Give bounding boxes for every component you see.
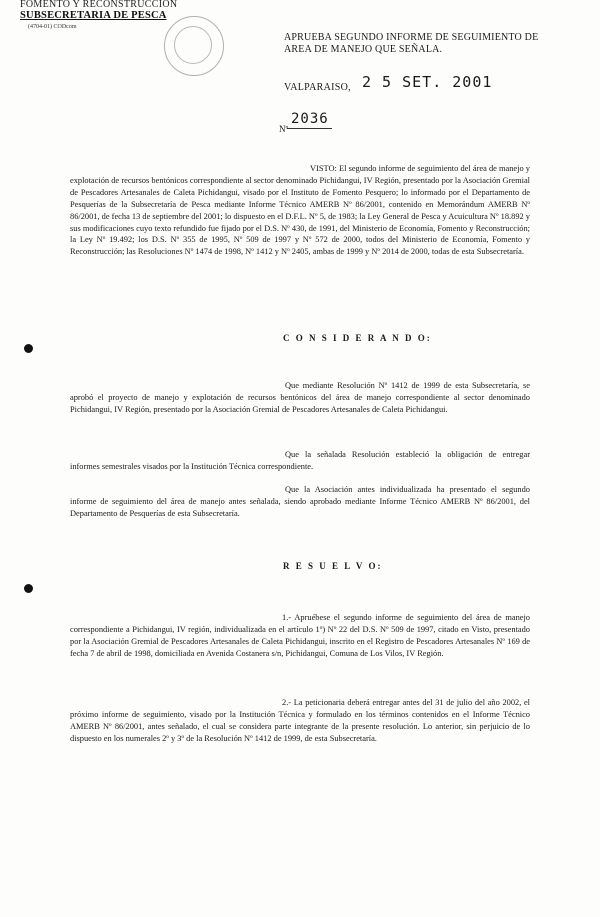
visto-paragraph: VISTO: El segundo informe de seguimiento del área de manejo y explotación de recursos bentónicos correspondiente al sector denominado Pichidangui, IV Región, presentado por la Asociación Gremial de Pescadores Artesanales de Caleta Pichidangui, visado por el Instituto de Fomento Pesquero; lo informado por el Departamento de Pesquerías de la Subsecretaría de Pesca mediante Informe Técnico AMERB Nº 86/2001, contenido en Memorándum AMERB Nº 86/2001, de fecha 13 de septiembre del 2001; lo dispuesto en el D.F.L. Nº 5, de 1983; la Ley General de Pesca y Acuicultura Nº 18.892 y sus modificaciones cuyo texto refundido fue fijado por el D.S. Nº 430, de 1991, del Ministerio de Economía, Fomento y Reconstrucción; la Ley Nº 19.492; los D.S. Nº 355 de 1995, Nº 509 de 1997 y Nº 572 de 2000, todos del Ministerio de Economía, Fomento y Reconstrucción; las Resoluciones Nº 1474 de 1998, Nº 1412 y Nº 2405, ambas de 1999 y Nº 2014 de 2000, todas de esta Subsecretaría. — [70, 164, 530, 257]
resolution-number: 2036 — [291, 111, 329, 127]
resuelvo-item-1: 1.- Apruébese el segundo informe de seguimiento del área de manejo correspondiente a Pichidangui, IV región, individualizada en el artículo 1º) Nº 22 del D.S. Nº 509 de 1997, citado en Visto, presentado por la Asociación Gremial de Pescadores Artesanales de Caleta Pichidangui, inscrito en el Registro de Pescadores Artesanales Nº 169 de fecha 7 de abril de 1998, domiciliada en Avenida Costanera s/n, Pichidangui, Comuna de Los Vilos, IV Región. — [70, 613, 530, 658]
considerando-heading: C O N S I D E R A N D O: — [283, 333, 432, 343]
official-seal-stamp — [164, 16, 224, 76]
punch-hole-top — [24, 344, 33, 353]
considerando-item-3: Que la Asociación antes individualizada ha presentado el segundo informe de seguimiento del área de manejo antes señalada, siendo aprobado mediante Informe Técnico AMERB Nº 86/2001, del Departamento de Pesquerías de esta Subsecretaría. — [70, 485, 530, 518]
punch-hole-middle — [24, 584, 33, 593]
considerando-item-1: Que mediante Resolución Nº 1412 de 1999 de esta Subsecretaría, se aprobó el proyecto de manejo y explotación de recursos bentónicos del área de manejo correspondiente al sector denominado Pichidangui, IV Región, presentado por la Asociación Gremial de Pescadores Artesanales de Caleta Pichidangui. — [70, 381, 530, 414]
resuelvo-heading: R E S U E L V O: — [283, 561, 383, 571]
date-stamp: 2 5 SET. 2001 — [362, 73, 493, 91]
subsecretaria-heading: SUBSECRETARIA DE PESCA — [20, 10, 167, 21]
document-code: (4704-01) CODcom — [28, 24, 77, 30]
considerando-item-2: Que la señalada Resolución estableció la obligación de entregar informes semestrales visados por la Institución Técnica correspondiente. — [70, 450, 530, 471]
ministry-heading: FOMENTO Y RECONSTRUCCION — [20, 0, 178, 10]
number-underline — [287, 128, 332, 129]
city-label: VALPARAISO, — [284, 82, 351, 93]
number-label: Nº — [279, 124, 289, 134]
resolution-reference: APRUEBA SEGUNDO INFORME DE SEGUIMIENTO DE AREA DE MANEJO QUE SEÑALA. — [284, 32, 539, 55]
resuelvo-item-2: 2.- La peticionaria deberá entregar antes del 31 de julio del año 2002, el próximo informe de seguimiento, visado por la Institución Técnica y formulado en los términos contenidos en el Informe Técnico AMERB Nº 86/2001, antes señalado, el cual se considera parte integrante de la presente resolución. Lo anterior, sin perjuicio de lo dispuesto en los numerales 2º y 3º de la Resolución Nº 1412 de 1999, de esta Subsecretaría. — [70, 698, 530, 743]
